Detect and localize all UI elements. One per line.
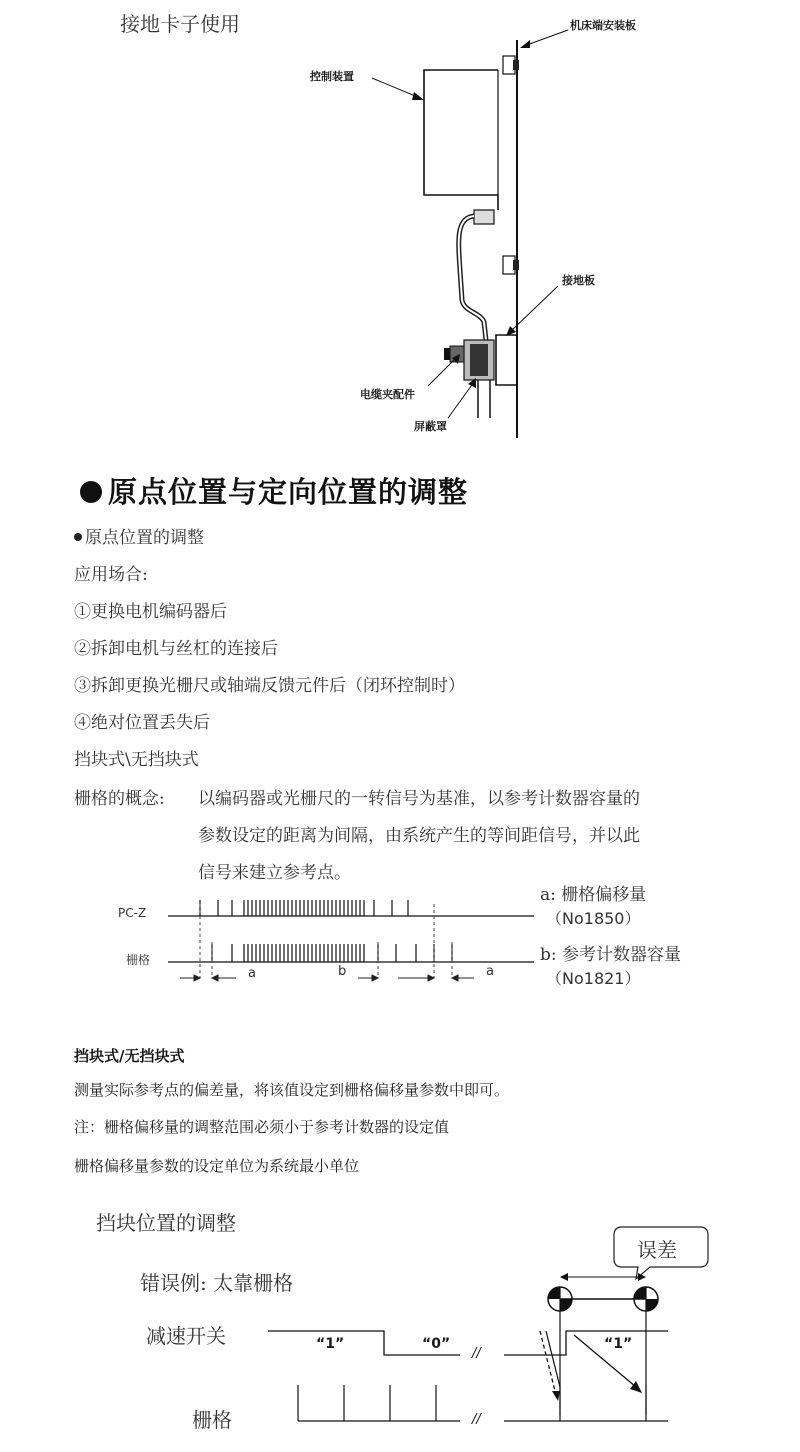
label-shield: 屏蔽罩 bbox=[414, 420, 447, 433]
text-block-title: 挡块式/无挡块式 bbox=[74, 1047, 185, 1065]
text-line: 栅格偏移量参数的设定单位为系统最小单位 bbox=[74, 1157, 360, 1175]
grid-concept-line: 参数设定的距离为间隔，由系统产生的等间距信号，并以此 bbox=[198, 826, 640, 846]
label-control-unit: 控制装置 bbox=[310, 70, 354, 83]
sub-heading: 原点位置的调整 bbox=[74, 523, 204, 548]
grounding-clamp-diagram bbox=[0, 0, 800, 450]
list-item: ②拆卸电机与丝杠的连接后 bbox=[74, 639, 278, 659]
label-machine-board: 机床端安装板 bbox=[570, 19, 636, 32]
grid-label-2: 栅格 bbox=[192, 1408, 232, 1432]
cable bbox=[459, 216, 486, 340]
grid-concept-line: 信号来建立参考点。 bbox=[198, 863, 351, 883]
grid-concept-line: 以编码器或光栅尺的一转信号为基准，以参考计数器容量的 bbox=[198, 789, 640, 809]
error-label: 误差 bbox=[637, 1238, 677, 1262]
app-label: 应用场合: bbox=[74, 565, 148, 585]
legend-b: b: 参考计数器容量 bbox=[540, 945, 682, 965]
section-title: 原点位置与定向位置的调整 bbox=[80, 470, 468, 511]
legend-a: a: 栅格偏移量 bbox=[540, 885, 647, 905]
control-unit-box bbox=[424, 70, 498, 210]
diagram1-title: 接地卡子使用 bbox=[120, 12, 240, 36]
stopper-line: 挡块式\无挡块式 bbox=[74, 750, 199, 770]
label-cable-clamp: 电缆夹配件 bbox=[360, 388, 415, 401]
error-example: 错误例: 太靠栅格 bbox=[140, 1271, 294, 1295]
grid-concept-label: 栅格的概念: bbox=[74, 789, 165, 809]
signal-label-one: “1” bbox=[604, 1336, 633, 1352]
list-item: ①更换电机编码器后 bbox=[74, 602, 227, 622]
text-line: 测量实际参考点的偏差量，将该值设定到栅格偏移量参数中即可。 bbox=[74, 1081, 510, 1099]
signal-label-one: “1” bbox=[316, 1336, 345, 1352]
legend-a-param: （No1850） bbox=[546, 909, 641, 928]
a-label: a bbox=[486, 964, 494, 979]
stopper-diagram bbox=[0, 1215, 800, 1445]
grid-label: 栅格 bbox=[126, 953, 151, 967]
pcz-signal bbox=[168, 900, 534, 916]
text-line: 注：栅格偏移量的调整范围必须小于参考计数器的设定值 bbox=[74, 1118, 450, 1136]
list-item: ④绝对位置丢失后 bbox=[74, 713, 210, 733]
label-ground-plate: 接地板 bbox=[562, 274, 595, 287]
connector bbox=[474, 210, 494, 224]
pcz-label: PC-Z bbox=[118, 906, 147, 920]
legend-b-param: （No1821） bbox=[546, 969, 641, 988]
break-mark: // bbox=[472, 1346, 481, 1361]
decel-switch-label: 减速开关 bbox=[146, 1324, 226, 1348]
break-mark: // bbox=[472, 1412, 481, 1427]
signal-label-zero: “0” bbox=[422, 1336, 451, 1352]
a-label: a bbox=[248, 966, 256, 981]
diagram2-title: 挡块位置的调整 bbox=[96, 1211, 236, 1235]
bullet-dot bbox=[80, 481, 102, 503]
ground-plate bbox=[496, 335, 517, 385]
b-label: b bbox=[338, 964, 347, 979]
list-item: ③拆卸更换光栅尺或轴端反馈元件后（闭环控制时） bbox=[74, 676, 465, 696]
grid-signal bbox=[168, 944, 534, 962]
